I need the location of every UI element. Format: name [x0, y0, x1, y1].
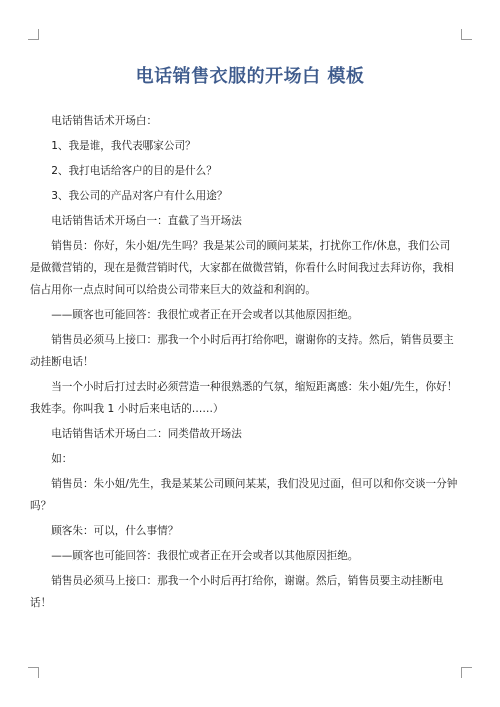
crop-mark-bottom-left — [28, 667, 39, 678]
paragraph-point-3: 3、我公司的产品对客户有什么用途？ — [51, 190, 228, 202]
paragraph-example-label: 如： — [51, 453, 73, 465]
paragraph-customer-reply-2: ——顾客也可能回答：我很忙或者正在开会或者以其他原因拒绝。 — [51, 550, 359, 562]
paragraph-customer-zhu: 顾客朱：可以，什么事情？ — [51, 525, 179, 537]
paragraph-method-1-heading: 电话销售话术开场白一：直截了当开场法 — [51, 215, 242, 227]
document-body — [30, 110, 460, 617]
crop-mark-top-right — [461, 29, 472, 40]
paragraph-intro-heading: 电话销售话术开场白： — [51, 115, 158, 127]
paragraph-callback-note: 当一个小时后打过去时必须营造一种很熟悉的气氛，缩短距离感：朱小姐/先生，你好！我姓李。你叫我 1 小时后来电话的……） — [30, 381, 458, 415]
crop-mark-bottom-right — [461, 667, 472, 678]
paragraph-method-1-salesperson: 销售员：你好，朱小姐/先生吗？我是某公司的顾问某某，打扰你工作/休息，我们公司是做微营销的，现在是微营销时代，大家都在做微营销，你看什么时间我过去拜访你，我相信占用你一点点时间可以给贵公司带来巨大的效益和利润的。 — [30, 240, 454, 296]
paragraph-point-2: 2、我打电话给客户的目的是什么？ — [51, 165, 217, 177]
crop-mark-top-left — [28, 29, 39, 40]
paragraph-point-1: 1、我是谁，我代表哪家公司？ — [51, 140, 196, 152]
document-title: 电话销售衣服的开场白 模板 — [135, 66, 365, 87]
paragraph-method-2-heading: 电话销售话术开场白二：同类借故开场法 — [51, 428, 242, 440]
paragraph-customer-reply-1: ——顾客也可能回答：我很忙或者正在开会或者以其他原因拒绝。 — [51, 309, 359, 321]
paragraph-salesperson-followup-2: 销售员必须马上接口：那我一个小时后再打给你，谢谢。然后，销售员要主动挂断电话！ — [30, 575, 444, 609]
paragraph-salesperson-followup-1: 销售员必须马上接口：那我一个小时后再打给你吧，谢谢你的支持。然后，销售员要主动挂断电话！ — [30, 334, 454, 368]
paragraph-method-2-salesperson: 销售员：朱小姐/先生，我是某某公司顾问某某，我们没见过面，但可以和你交谈一分钟吗？ — [30, 478, 458, 512]
